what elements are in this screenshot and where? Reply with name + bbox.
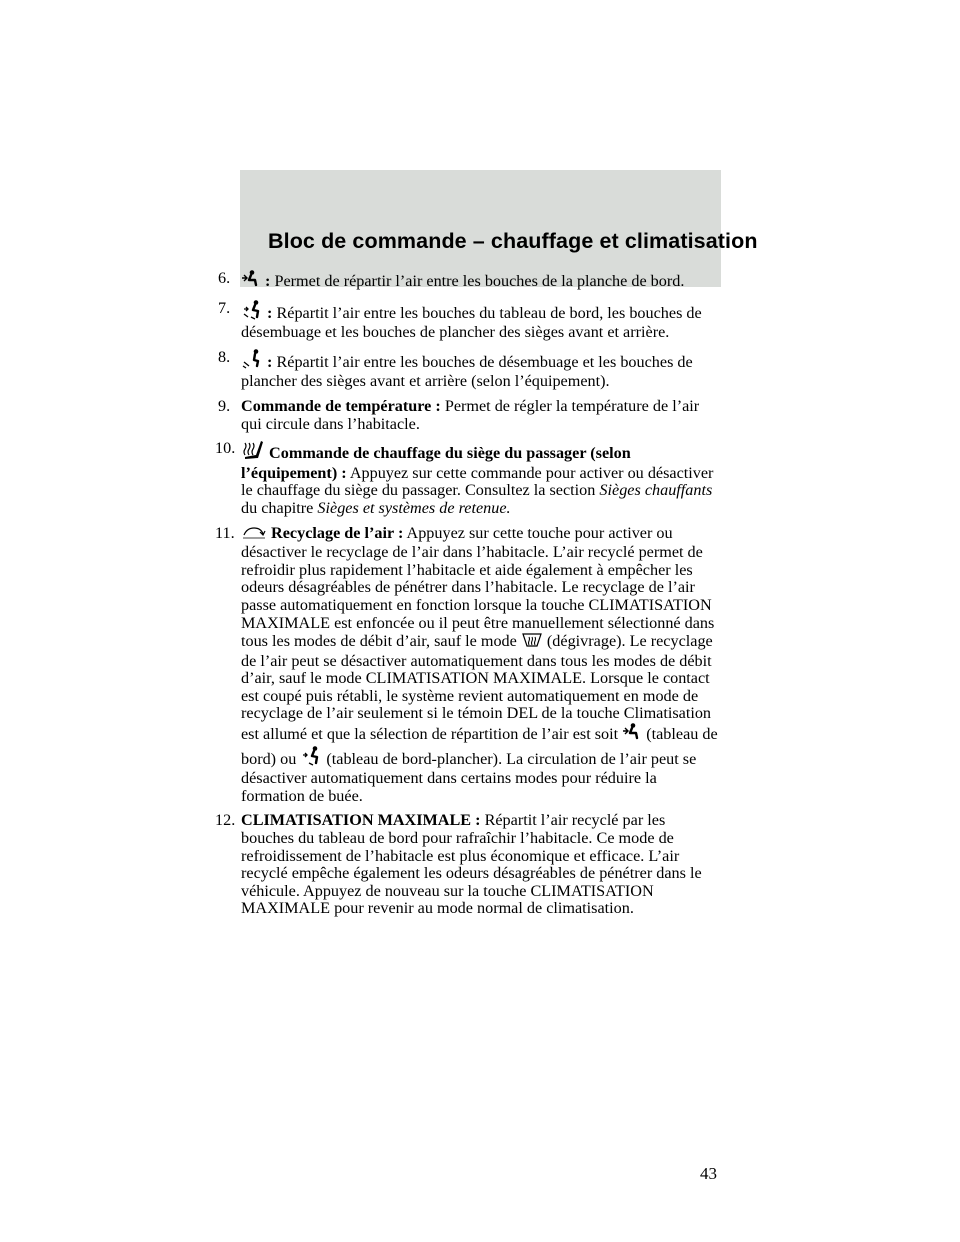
item-label: : [267, 352, 273, 371]
panel-vent-mode-icon [241, 270, 261, 293]
item-text: Appuyez sur cette commande pour activer ou désactiver le chauffage du siège du passager. Consultez la section [241, 463, 714, 500]
list-item-6 [215, 270, 720, 293]
item-number: 6. [218, 269, 231, 287]
item-label: CLIMATISATION MAXIMALE : [241, 811, 481, 830]
item-text-1: Appuyez sur cette touche pour activer ou désactiver le recyclage de l’air dans l’habitacle. L’air recyclé permet de refroidir plus rapidement l’habitacle et aide également à empêcher les odeurs désagréables de pénétrer dans l’habitacle. Le recyclage de l’air passe automatiquement en fonction lorsque la touche CLIMATISATION MAXIMALE est enfoncée ou il peut être manuellement sélectionné dans tous les modes de débit d’air, sauf le mode [241, 523, 715, 651]
item-text: Permet de répartir l’air entre les bouches de la planche de bord. [274, 272, 685, 290]
list-item-8 [215, 349, 720, 391]
list-item-11 [215, 525, 720, 806]
item-number: 12. [215, 811, 236, 830]
item-text-4: (tableau de bord-plancher). La circulation de l’air peut se désactiver automatiquement dans certains modes pour réduire la formation de buée. [241, 749, 697, 805]
panel-floor-defrost-mode-icon [241, 300, 263, 325]
item-number: 7. [218, 298, 231, 317]
item-text: Répartit l’air recyclé par les bouches du tableau de bord pour rafraîchir l’habitacle. Ce mode de refroidissement de l’habitacle est plus économique et efficace. L’air recyclé empêche également les odeurs désagréables de pénétrer dans le véhicule. Appuyez de nouveau sur la touche CLIMATISATION MAXIMALE pour revenir au mode normal de climatisation. [241, 811, 702, 918]
item-label: Recyclage de l’air : [271, 523, 404, 542]
item-text: Répartit l’air entre les bouches de désembuage et les bouches de plancher des sièges avant et arrière (selon l’équipement). [241, 352, 693, 391]
item-number: 11. [215, 523, 235, 542]
item-text-2: (dégivrage). Le recyclage de l’air peut se désactiver automatiquement dans tous les modes de débit d’air, sauf le mode CLIMATISATION MAXIMALE. Lorsque le contact est coupé puis rétabli, le système revient automatiquement en mode de recyclage de l’air seulement si le témoin DEL de la touche Climatisation est allumé et que la sélection de répartition de l’air est soit [241, 632, 713, 744]
page-number: 43 [700, 1164, 717, 1183]
item-text: Permet de régler la température de l’air qui circule dans l’habitacle. [241, 396, 700, 433]
list-item-12 [215, 812, 720, 918]
panel-floor-mode-icon [300, 746, 322, 771]
item-number: 8. [218, 347, 231, 366]
page-title: Bloc de commande – chauffage et climatisation [268, 229, 758, 253]
item-italic-ref: Sièges chauffants [599, 481, 713, 500]
list-item-7 [215, 300, 720, 342]
page-content [215, 270, 720, 925]
item-italic-ref-2: Sièges et systèmes de retenue. [317, 498, 511, 517]
item-text-2: du chapitre [241, 498, 314, 517]
floor-defrost-mode-icon [241, 349, 263, 374]
list-item-9 [215, 398, 720, 433]
heated-seat-icon [241, 440, 265, 465]
list-item-10 [215, 440, 720, 517]
panel-vent-mode-icon [622, 723, 642, 746]
defrost-icon [521, 632, 543, 653]
item-label: : [267, 303, 273, 322]
item-number: 9. [218, 396, 231, 415]
item-text-3: (tableau de bord) ou [241, 725, 718, 768]
item-label: Commande de température : [241, 396, 441, 415]
item-label: : [265, 272, 271, 290]
item-label: Commande de chauffage du siège du passager (selon l’équipement) : [241, 444, 631, 482]
recirculation-icon [241, 526, 267, 545]
item-text: Répartit l’air entre les bouches du tableau de bord, les bouches de désembuage et les bouches de plancher des sièges avant et arrière. [241, 303, 702, 342]
item-number: 10. [215, 439, 236, 458]
